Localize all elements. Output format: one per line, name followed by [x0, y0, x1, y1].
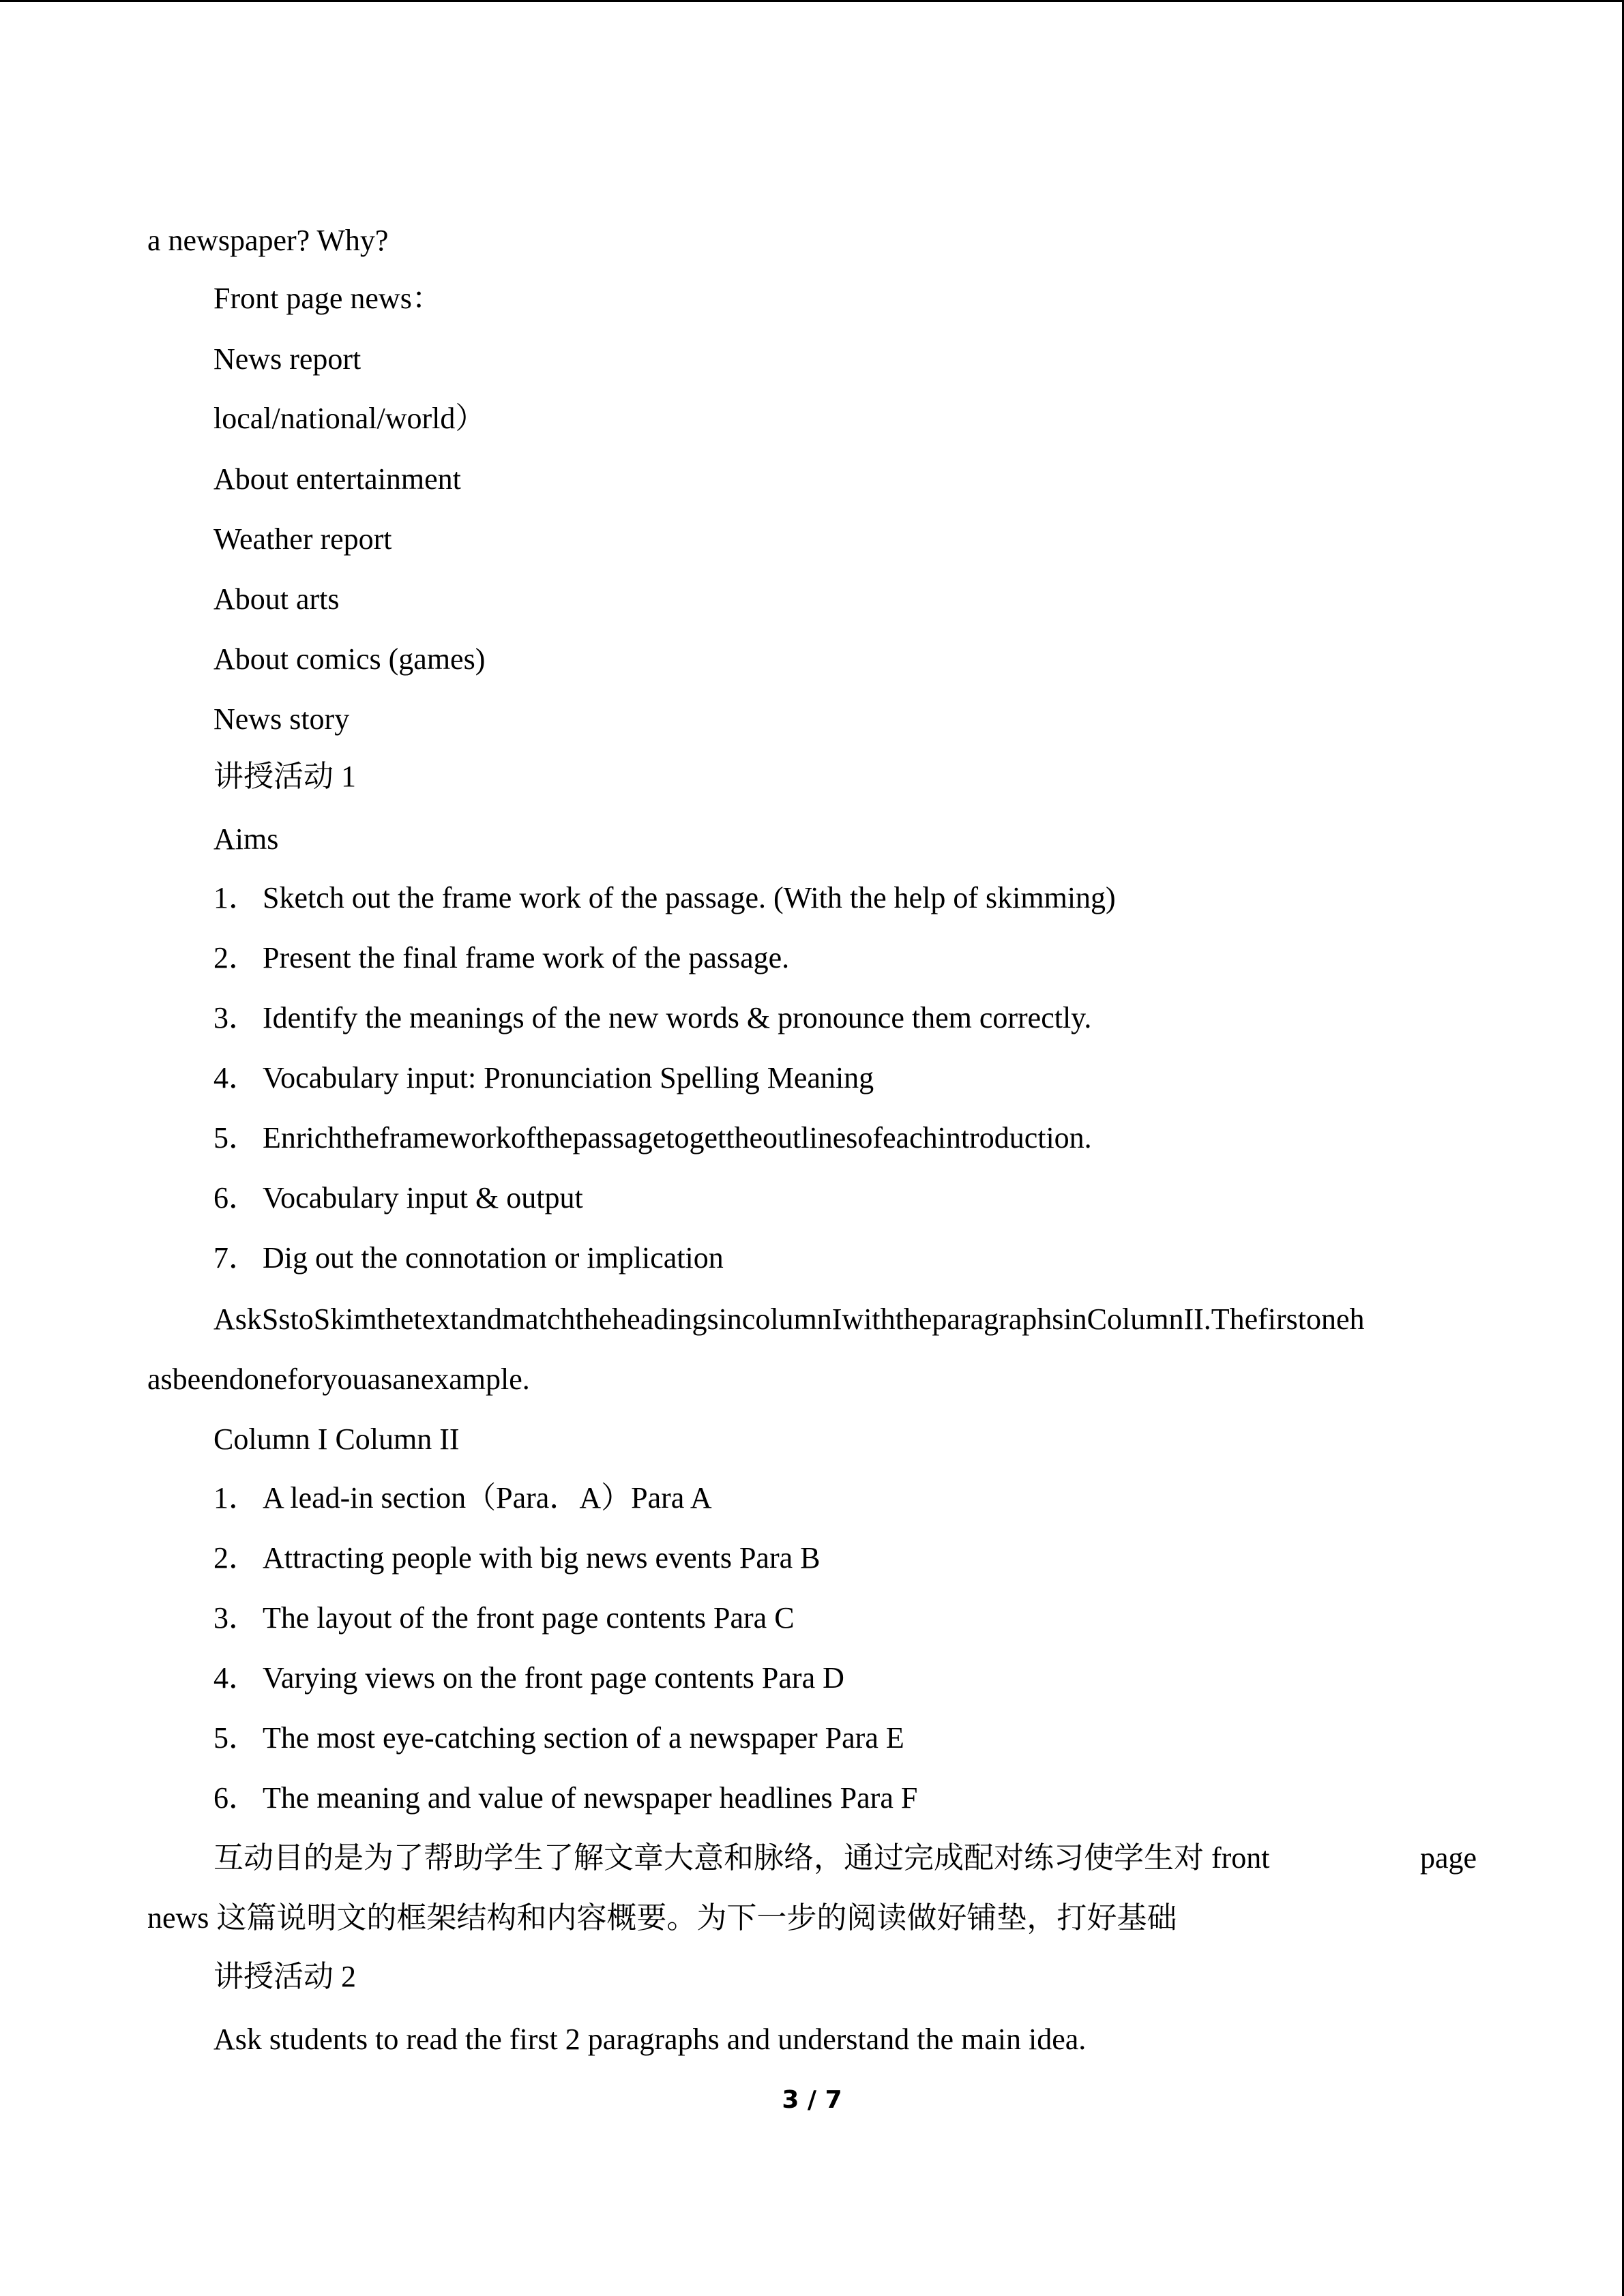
match-item — [213, 1778, 917, 1819]
text-line-about-entertainment: About entertainment — [213, 462, 461, 496]
aim-item — [213, 998, 1091, 1039]
aims-heading: Aims — [213, 822, 279, 856]
section-heading-activity-2: 讲授活动 2 — [213, 1960, 356, 1993]
match-text: The layout of the front page contents Para C — [263, 1601, 795, 1635]
match-item — [213, 1718, 904, 1759]
match-text: A lead-in section（Para．A）Para A — [263, 1481, 712, 1515]
activity-2-instruction: Ask students to read the first 2 paragraphs and understand the main idea. — [213, 2023, 1087, 2056]
match-item — [213, 1658, 844, 1699]
text-line-local-national-world: local/national/world） — [213, 402, 486, 435]
aim-text: Vocabulary input: Pronunciation Spelling Meaning — [263, 1061, 874, 1094]
aim-number: 2． — [213, 941, 259, 974]
match-text: Attracting people with big news events Para B — [263, 1541, 821, 1575]
match-number: 1． — [213, 1481, 259, 1515]
aim-item — [213, 938, 789, 979]
match-number: 3． — [213, 1601, 259, 1635]
task-instruction-line-1: AskSstoSkimthetextandmatchtheheadingsincolumnIwiththeparagraphsinColumnII.Thefirstoneh — [213, 1302, 1365, 1336]
purpose-line-2: news 这篇说明文的框架结构和内容概要。为下一步的阅读做好铺垫，打好基础 — [147, 1901, 1177, 1935]
text-line-weather-report: Weather report — [213, 522, 392, 556]
task-instruction-line-2: asbeendoneforyouasanexample. — [147, 1362, 530, 1396]
text-line-about-arts: About arts — [213, 582, 340, 616]
text-line-about-comics: About comics (games) — [213, 642, 486, 676]
aim-number: 1． — [213, 881, 259, 914]
columns-header: Column I Column II — [213, 1422, 460, 1456]
aim-number: 5． — [213, 1121, 259, 1154]
aim-number: 3． — [213, 1001, 259, 1034]
purpose-line-1 — [213, 1838, 1477, 1879]
aim-text: Enrichtheframeworkofthepassagetogettheoutlinesofeachintroduction. — [263, 1121, 1092, 1154]
match-text: Varying views on the front page contents Para D — [263, 1661, 844, 1695]
text-line-news-story: News story — [213, 702, 350, 736]
match-number: 4． — [213, 1661, 259, 1695]
aim-item — [213, 878, 1116, 919]
aim-text: Dig out the connotation or implication — [263, 1241, 724, 1274]
aim-number: 4． — [213, 1061, 259, 1094]
aim-number: 6． — [213, 1181, 259, 1214]
match-number: 5． — [213, 1721, 259, 1755]
aim-text: Sketch out the frame work of the passage. (With the help of skimming) — [263, 881, 1116, 914]
text-line-newspaper-why: a newspaper? Why? — [147, 224, 389, 257]
match-item — [213, 1538, 820, 1579]
aim-item — [213, 1238, 724, 1279]
purpose-line-1-text: 互动目的是为了帮助学生了解文章大意和脉络，通过完成配对练习使学生对 front — [213, 1841, 1270, 1875]
purpose-line-1-end: page — [1419, 1841, 1477, 1875]
text-line-front-page-news: Front page news： — [213, 282, 442, 315]
match-text: The most eye-catching section of a newspaper Para E — [263, 1721, 904, 1755]
page-number: 3 / 7 — [782, 2086, 842, 2114]
match-item — [213, 1598, 795, 1639]
aim-text: Present the final frame work of the passage. — [263, 941, 790, 974]
aim-text: Identify the meanings of the new words & pronounce them correctly. — [263, 1001, 1092, 1034]
aim-text: Vocabulary input & output — [263, 1181, 583, 1214]
text-line-news-report: News report — [213, 342, 361, 376]
match-number: 2． — [213, 1541, 259, 1575]
aim-item — [213, 1118, 1092, 1159]
aim-item — [213, 1178, 583, 1219]
match-item — [213, 1478, 712, 1519]
aim-number: 7． — [213, 1241, 259, 1274]
section-heading-activity-1: 讲授活动 1 — [213, 760, 356, 793]
aim-item — [213, 1058, 874, 1099]
match-text: The meaning and value of newspaper headlines Para F — [263, 1781, 918, 1815]
match-number: 6． — [213, 1781, 259, 1815]
